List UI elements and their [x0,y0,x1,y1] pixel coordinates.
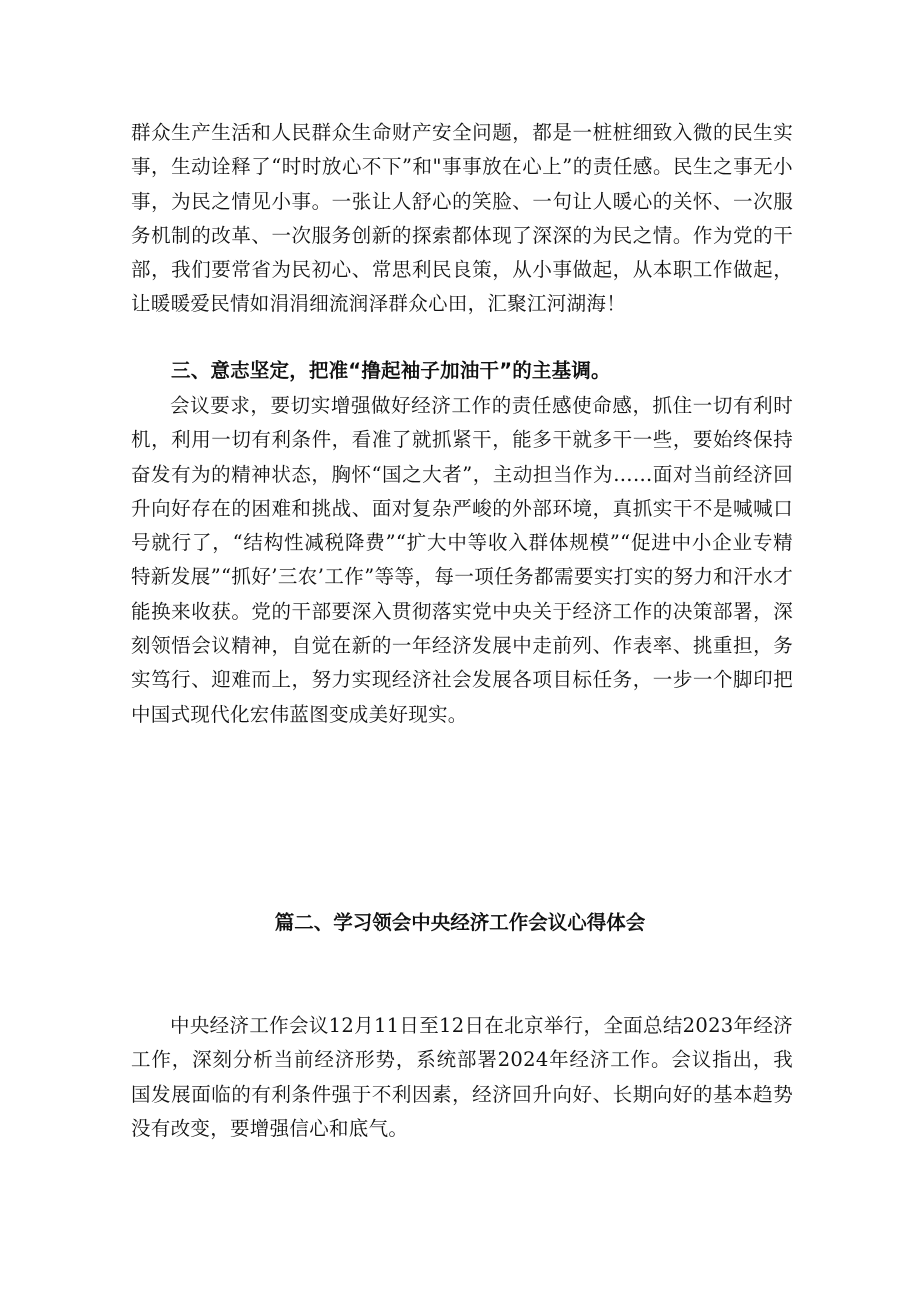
body-paragraph-article-2: 中央经济工作会议12月11日至12日在北京举行，全面总结2023年经济工作，深刻分析当前经济形势，系统部署2024年经济工作。会议指出，我国发展面临的有利条件强于不利因素，经济回升向好、长期向好的基本趋势没有改变，要增强信心和底气。 [131,1014,793,1140]
section-heading-3: 三、意志坚定，把准“撸起袖子加油干”的主基调。 [171,359,611,382]
article-title: 篇二、学习领会中央经济工作会议心得体会 [274,911,646,934]
body-paragraph-section-3: 会议要求，要切实增强做好经济工作的责任感使命感，抓住一切有利时机，利用一切有利条件，看准了就抓紧干，能多干就多干一些，要始终保持奋发有为的精神状态，胸怀“国之大者”，主动担当作为……面对当前经济回升向好存在的困难和挑战、面对复杂严峻的外部环境，真抓实干不是喊喊口号就行了，“结构性减税降费”“扩大中等收入群体规模”“促进中小企业专精特新发展”“抓好’三农’工作”等等，每一项任务都需要实打实的努力和汗水才能换来收获。党的干部要深入贯彻落实党中央关于经济工作的决策部署，深刻领悟会议精神，自觉在新的一年经济发展中走前列、作表率、挑重担，务实笃行、迎难而上，努力实现经济社会发展各项目标任务，一步一个脚印把中国式现代化宏伟蓝图变成美好现实。 [131,394,793,726]
body-paragraph-continued: 群众生产生活和人民群众生命财产安全问题，都是一桩桩细致入微的民生实事，生动诠释了“时时放心不下”和"事事放在心上”的责任感。民生之事无小事，为民之情见小事。一张让人舒心的笑脸、一句让人暖心的关怀、一次服务机制的改革、一次服务创新的探索都体现了深深的为民之情。作为党的干部，我们要常省为民初心、常思利民良策，从小事做起，从本职工作做起，让暖暖爱民情如涓涓细流润泽群众心田，汇聚江河湖海！ [131,121,793,316]
